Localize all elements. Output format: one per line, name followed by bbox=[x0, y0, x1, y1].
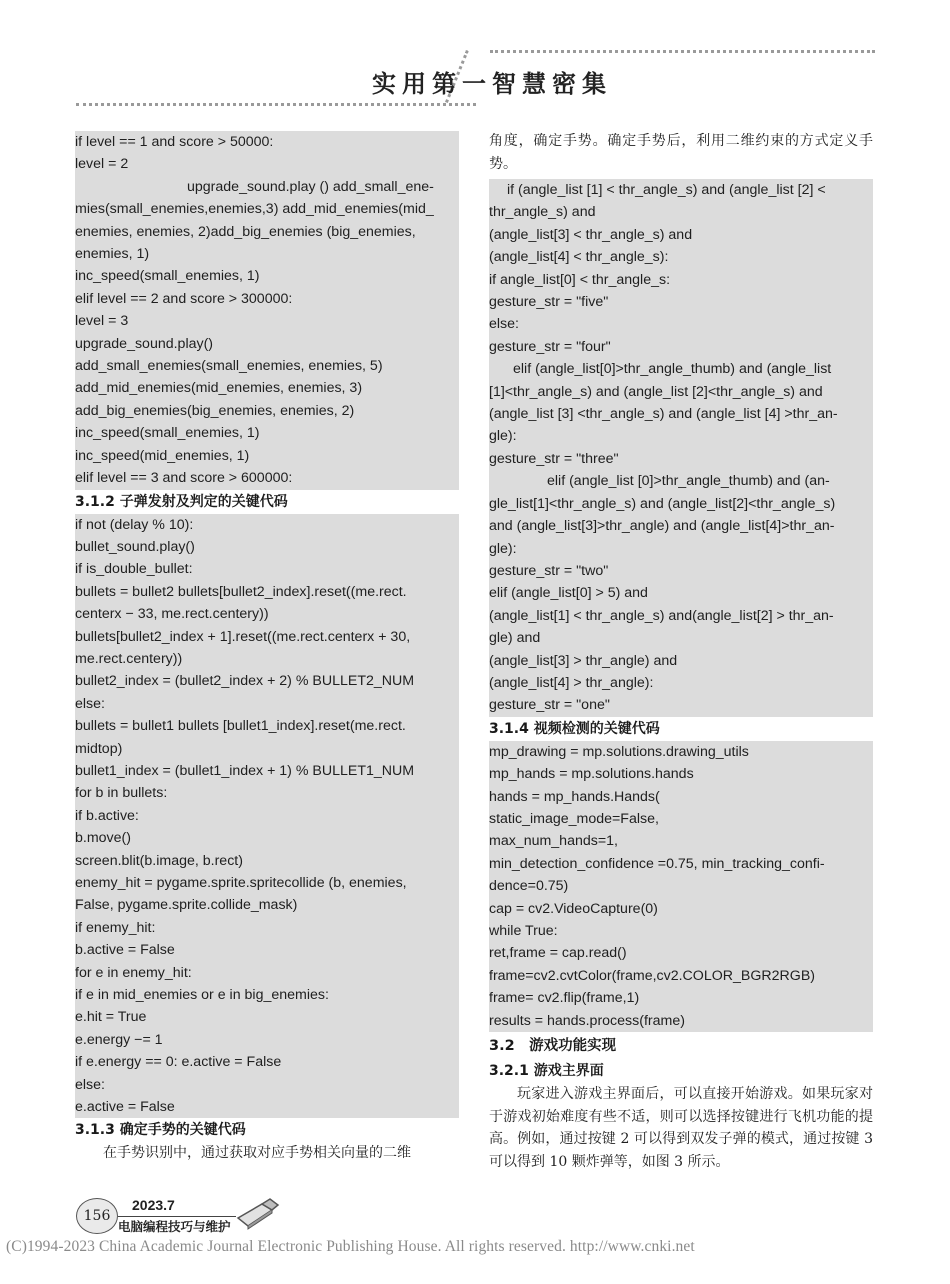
section-heading-3-1-2: 3.1.2 子弹发射及判定的关键代码 bbox=[75, 493, 288, 510]
section-heading-3-1-3: 3.1.3 确定手势的关键代码 bbox=[75, 1122, 246, 1139]
code-line: elif (angle_list [0]>thr_angle_thumb) and (an- bbox=[547, 473, 830, 490]
code-line: if e.energy == 0: e.active = False bbox=[75, 1054, 282, 1071]
code-line: inc_speed(mid_enemies, 1) bbox=[75, 447, 250, 464]
code-line: ret,frame = cap.read() bbox=[489, 945, 627, 962]
code-line: bullets = bullet2 bullets[bullet2_index].reset((me.rect. bbox=[75, 583, 407, 600]
paragraph-continued: 角度，确定手势。确定手势后，利用二维约束的方式定义手势。 bbox=[489, 133, 873, 172]
code-line: add_small_enemies(small_enemies, enemies, 5) bbox=[75, 358, 383, 375]
code-line: if b.active: bbox=[75, 807, 139, 824]
code-line: mies(small_enemies,enemies,3) add_mid_enemies(mid_ bbox=[75, 201, 434, 218]
code-line: static_image_mode=False, bbox=[489, 810, 659, 827]
code-line: (angle_list [3] <thr_angle_s) and (angle_list [4] >thr_an- bbox=[489, 406, 838, 423]
code-line: inc_speed(small_enemies, 1) bbox=[75, 268, 260, 285]
code-line: max_num_hands=1, bbox=[489, 833, 618, 850]
copyright-notice: (C)1994-2023 China Academic Journal Electronic Publishing House. All rights reserved. http://www.cnki.net bbox=[6, 1238, 695, 1255]
paragraph-3-2-1: 玩家进入游戏主界面后，可以直接开始游戏。如果玩家对于游戏初始难度有些不适，则可以选择按键进行飞机功能的提高。例如，通过按键 2 可以得到双发子弹的模式，通过按键 3 可以得到 10 颗炸弹等，如图 3 所示。 bbox=[489, 1086, 873, 1170]
code-line: if enemy_hit: bbox=[75, 919, 156, 936]
header-dotted-rule-bottom bbox=[76, 103, 476, 106]
code-line: [1]<thr_angle_s) and (angle_list [2]<thr_angle_s) and bbox=[489, 383, 823, 400]
code-line: level = 2 bbox=[75, 156, 129, 173]
code-line: enemy_hit = pygame.sprite.spritecollide (b, enemies, bbox=[75, 875, 407, 891]
issue-label: 2023.7 bbox=[132, 1197, 175, 1213]
left-column bbox=[75, 131, 459, 1165]
code-line: gesture_str = "five" bbox=[489, 294, 609, 311]
code-line: gesture_str = "one" bbox=[489, 697, 610, 714]
section-heading-3-2-1: 3.2.1 游戏主界面 bbox=[489, 1063, 604, 1080]
section-heading-3-2: 3.2 游戏功能实现 bbox=[489, 1038, 617, 1055]
code-block-gesture bbox=[489, 179, 873, 717]
code-line: (angle_list[3] < thr_angle_s) and bbox=[489, 226, 693, 243]
code-line: (angle_list[3] > thr_angle) and bbox=[489, 652, 678, 669]
code-line: b.move() bbox=[75, 830, 131, 847]
code-line: min_detection_confidence =0.75, min_tracking_confi- bbox=[489, 855, 825, 872]
code-line: e.energy −= 1 bbox=[75, 1031, 163, 1048]
code-line: enemies, 1) bbox=[75, 246, 150, 263]
code-line: dence=0.75) bbox=[489, 878, 569, 895]
code-line: gle): bbox=[489, 428, 517, 445]
code-line: (angle_list[1] < thr_angle_s) and(angle_list[2] > thr_an- bbox=[489, 607, 834, 624]
code-block-bullets bbox=[75, 514, 459, 1119]
code-line: if level == 1 and score > 50000: bbox=[75, 134, 274, 150]
code-line: gle): bbox=[489, 540, 517, 557]
code-line: False, pygame.sprite.collide_mask) bbox=[75, 897, 298, 914]
code-line: thr_angle_s) and bbox=[489, 204, 596, 221]
code-line: if not (delay % 10): bbox=[75, 516, 194, 533]
header-title-left: 实用第一 bbox=[372, 69, 492, 98]
journal-name: 电脑编程技巧与维护 bbox=[118, 1219, 231, 1234]
code-line: e.active = False bbox=[75, 1099, 175, 1116]
header-title-right: 智慧密集 bbox=[492, 69, 612, 98]
paragraph-3-1-3: 在手势识别中，通过获取对应手势相关向量的二维 bbox=[103, 1145, 411, 1162]
code-line: bullet_sound.play() bbox=[75, 538, 195, 555]
code-line: bullet2_index = (bullet2_index + 2) % BULLET2_NUM bbox=[75, 673, 415, 690]
code-line: add_mid_enemies(mid_enemies, enemies, 3) bbox=[75, 380, 363, 397]
code-line: frame= cv2.flip(frame,1) bbox=[489, 990, 640, 1007]
header-dotted-rule-top bbox=[490, 50, 875, 53]
code-line: gesture_str = "two" bbox=[489, 562, 609, 579]
code-line: if e in mid_enemies or e in big_enemies: bbox=[75, 987, 329, 1004]
code-line: gesture_str = "three" bbox=[489, 450, 619, 467]
code-line: centerx − 33, me.rect.centery)) bbox=[75, 606, 269, 623]
section-heading-3-1-4: 3.1.4 视频检测的关键代码 bbox=[489, 720, 660, 737]
code-line: and (angle_list[3]>thr_angle) and (angle_list[4]>thr_an- bbox=[489, 518, 835, 535]
code-line: if is_double_bullet: bbox=[75, 561, 193, 578]
code-line: for e in enemy_hit: bbox=[75, 964, 192, 981]
code-line: frame=cv2.cvtColor(frame,cv2.COLOR_BGR2RGB) bbox=[489, 967, 816, 984]
code-line: upgrade_sound.play() bbox=[75, 335, 214, 352]
code-line: me.rect.centery)) bbox=[75, 650, 183, 667]
usb-drive-icon bbox=[232, 1196, 280, 1232]
code-block-level-upgrade bbox=[75, 131, 459, 490]
code-line: gle_list[1]<thr_angle_s) and (angle_list[2]<thr_angle_s) bbox=[489, 495, 836, 512]
code-line: elif (angle_list[0] > 5) and bbox=[489, 585, 648, 602]
code-line: hands = mp_hands.Hands( bbox=[489, 788, 660, 805]
code-line: upgrade_sound.play () add_small_ene- bbox=[187, 178, 434, 195]
code-line: mp_hands = mp.solutions.hands bbox=[489, 766, 694, 783]
code-line: if (angle_list [1] < thr_angle_s) and (angle_list [2] < bbox=[507, 182, 826, 198]
page-number-badge: 156 bbox=[76, 1198, 118, 1234]
code-line: else: bbox=[75, 695, 105, 712]
code-line: else: bbox=[75, 1076, 105, 1093]
code-line: cap = cv2.VideoCapture(0) bbox=[489, 900, 658, 917]
code-line: b.active = False bbox=[75, 942, 175, 959]
code-line: enemies, enemies, 2)add_big_enemies (big_enemies, bbox=[75, 223, 416, 240]
code-line: add_big_enemies(big_enemies, enemies, 2) bbox=[75, 402, 355, 419]
code-line: bullets[bullet2_index + 1].reset((me.rect.centerx + 30, bbox=[75, 628, 411, 645]
code-line: gesture_str = "four" bbox=[489, 338, 611, 355]
code-line: midtop) bbox=[75, 740, 123, 757]
code-line: inc_speed(small_enemies, 1) bbox=[75, 425, 260, 442]
code-line: results = hands.process(frame) bbox=[489, 1012, 685, 1029]
code-line: (angle_list[4] < thr_angle_s): bbox=[489, 249, 669, 266]
code-block-video-detection bbox=[489, 741, 873, 1032]
code-line: while True: bbox=[489, 923, 558, 939]
code-line: e.hit = True bbox=[75, 1009, 147, 1026]
code-line: elif level == 2 and score > 300000: bbox=[75, 290, 293, 307]
code-line: elif (angle_list[0]>thr_angle_thumb) and (angle_list bbox=[513, 361, 832, 378]
code-line: elif level == 3 and score > 600000: bbox=[75, 470, 293, 487]
code-line: (angle_list[4] > thr_angle): bbox=[489, 674, 654, 691]
code-line: level = 3 bbox=[75, 313, 129, 330]
code-line: screen.blit(b.image, b.rect) bbox=[75, 852, 243, 869]
code-line: for b in bullets: bbox=[75, 785, 168, 802]
code-line: if angle_list[0] < thr_angle_s: bbox=[489, 271, 671, 288]
code-line: else: bbox=[489, 316, 519, 333]
code-line: bullets = bullet1 bullets [bullet1_index].reset(me.rect. bbox=[75, 718, 406, 735]
code-line: gle) and bbox=[489, 630, 541, 647]
code-line: bullet1_index = (bullet1_index + 1) % BULLET1_NUM bbox=[75, 762, 415, 779]
right-column bbox=[489, 131, 873, 1173]
code-line: mp_drawing = mp.solutions.drawing_utils bbox=[489, 743, 749, 760]
